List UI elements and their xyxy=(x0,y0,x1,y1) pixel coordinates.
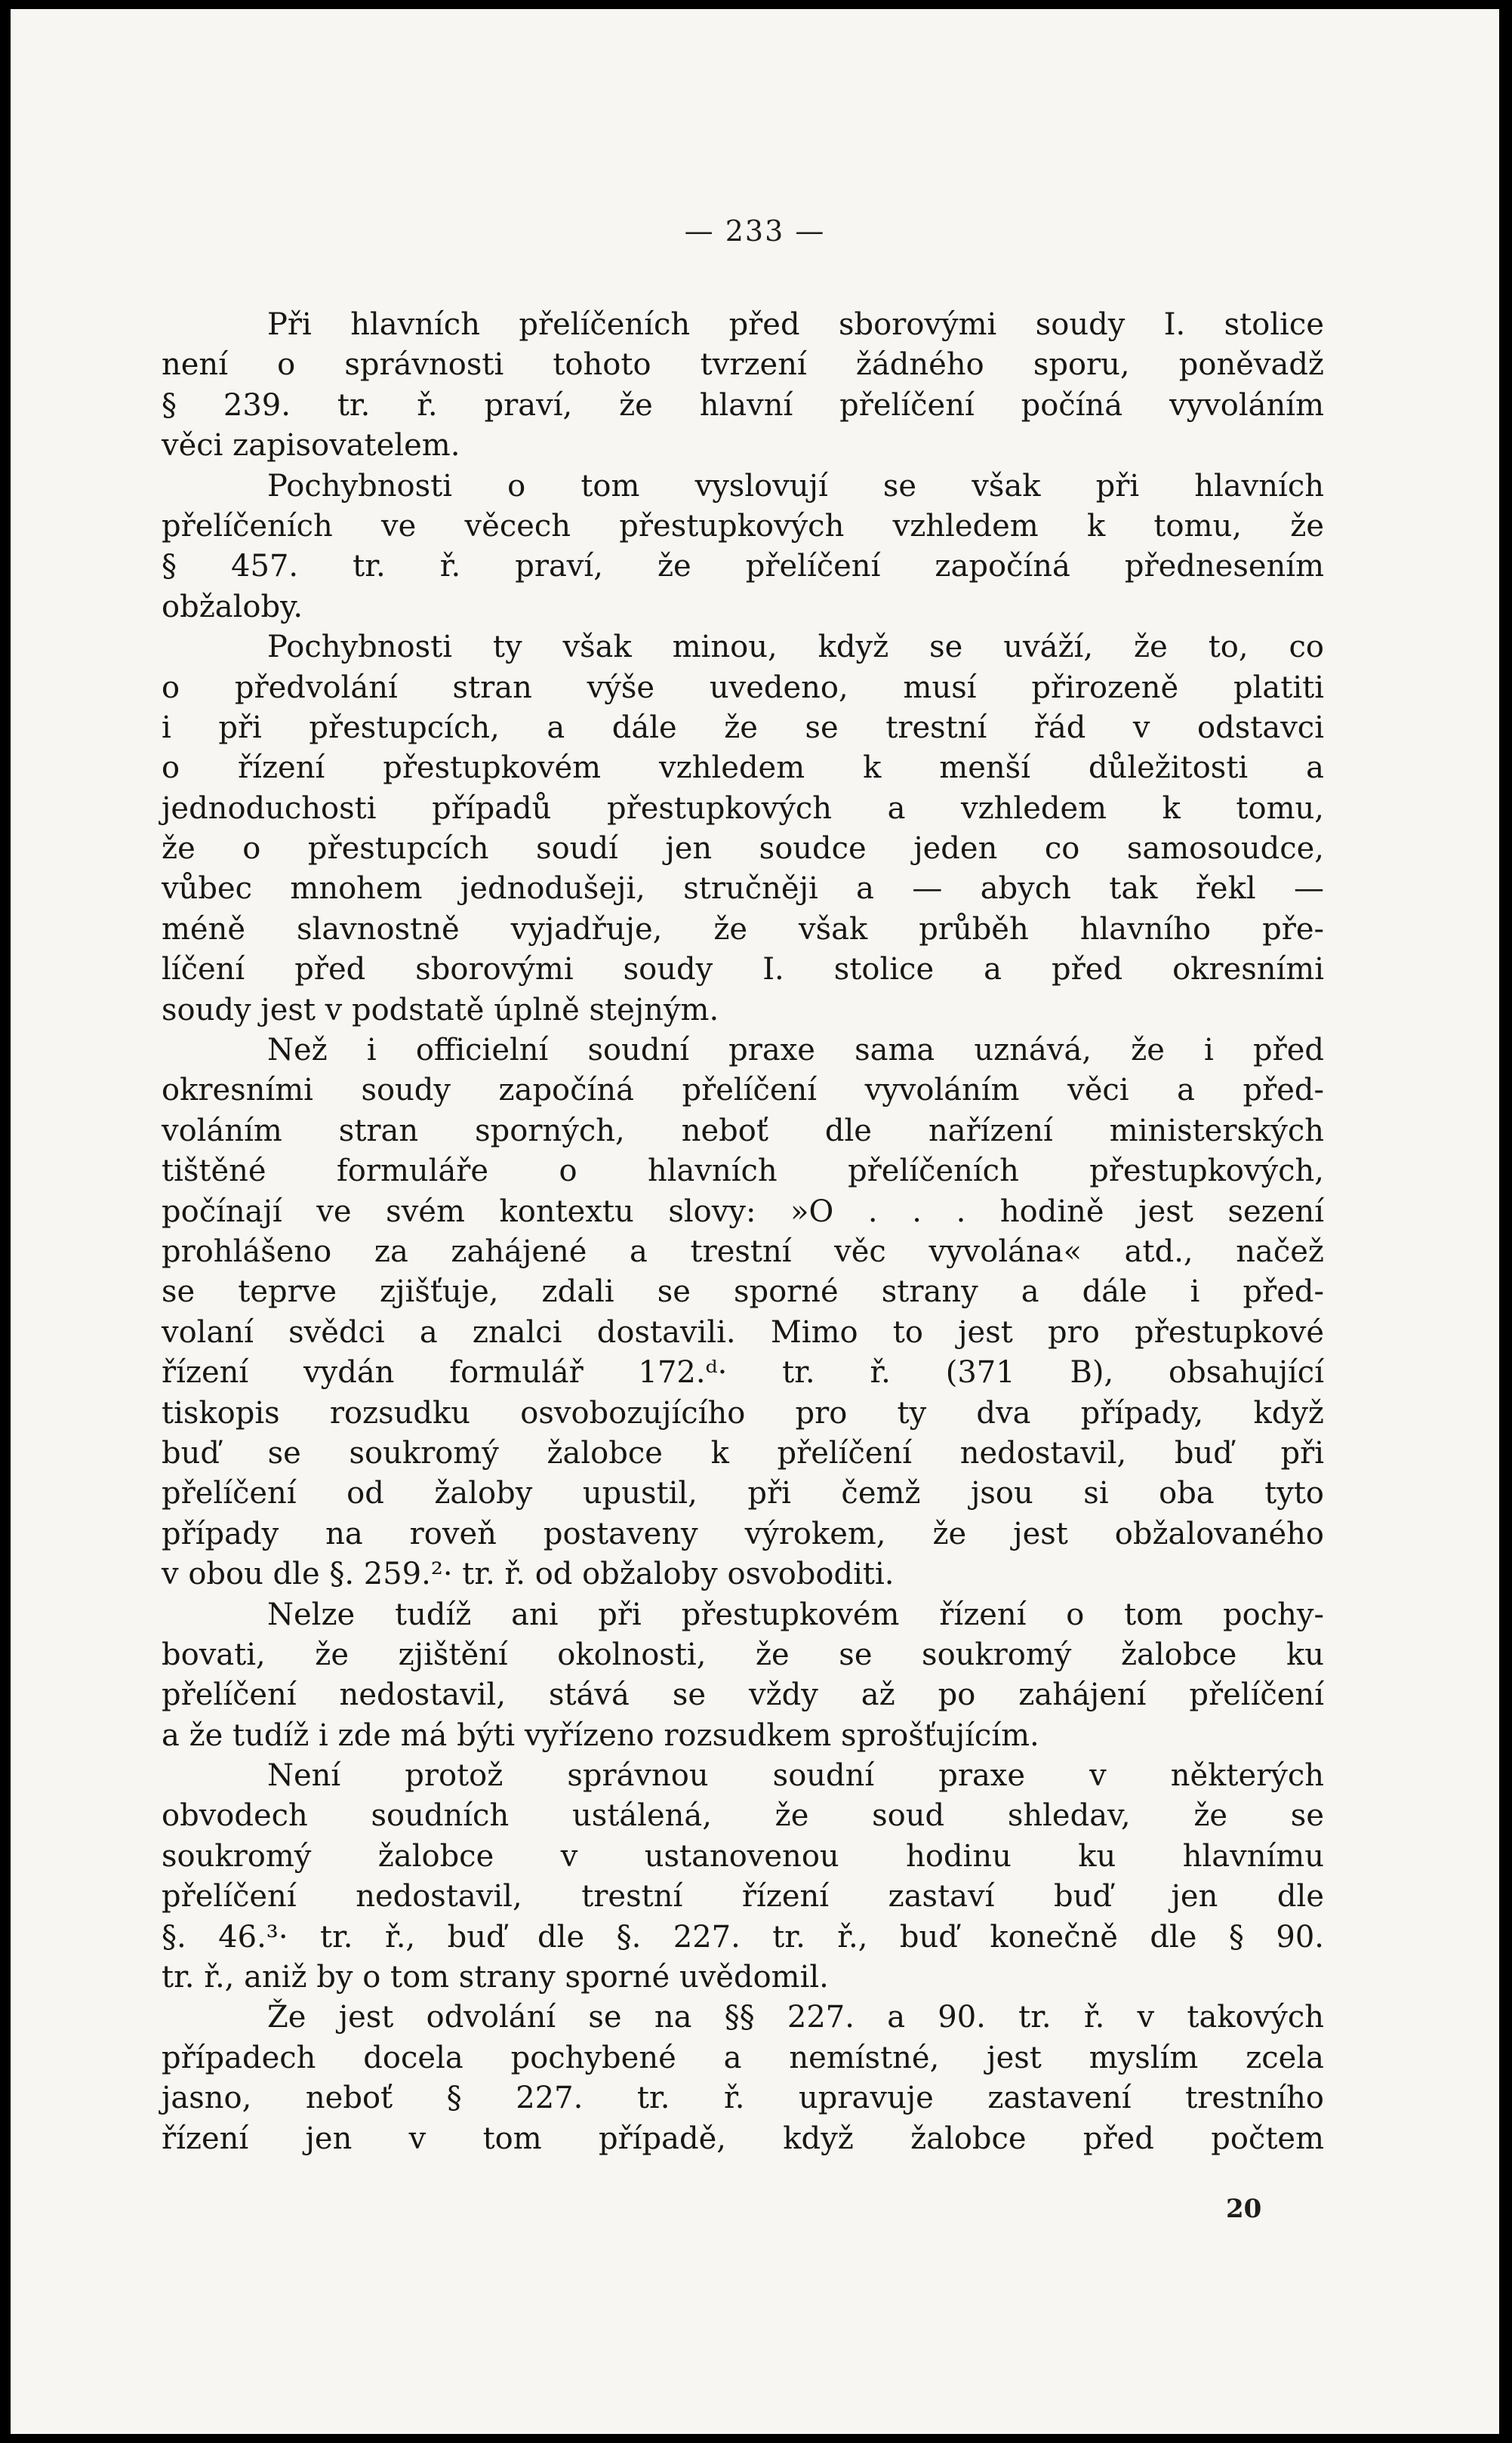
text-line: o řízení přestupkovém vzhledem k menší důležitosti a xyxy=(162,750,1324,786)
text-line: přelíčení od žaloby upustil, při čemž jsou si oba tyto xyxy=(162,1476,1324,1511)
text-line: tištěné formuláře o hlavních přelíčeních přestupkových, xyxy=(162,1154,1324,1189)
text-line: § 457. tr. ř. praví, že přelíčení započíná přednesením xyxy=(162,549,1324,584)
text-line: jasno, neboť § 227. tr. ř. upravuje zastavení trestního xyxy=(162,2081,1324,2116)
text-line: méně slavnostně vyjadřuje, že však průběh hlavního pře- xyxy=(162,911,1324,947)
text-line: že o přestupcích soudí jen soudce jeden co samosoudce, xyxy=(162,831,1324,867)
text-line: počínají ve svém kontextu slovy: »O . . . hodině jest sezení xyxy=(162,1194,1324,1229)
text-line: případy na roveň postaveny výrokem, že jest obžalovaného xyxy=(162,1516,1324,1551)
text-line: prohlášeno za zahájené a trestní věc vyvolána« atd., načež xyxy=(162,1234,1324,1269)
signature-mark: 20 xyxy=(1226,2194,1262,2224)
text-line: vůbec mnohem jednodušeji, stručněji a — abych tak řekl — xyxy=(162,871,1324,907)
text-line: řízení vydán formulář 172.ᵈ· tr. ř. (371 B), obsahující xyxy=(162,1355,1324,1391)
text-line: tiskopis rozsudku osvobozujícího pro ty dva případy, když xyxy=(162,1395,1324,1431)
text-line: Že jest odvolání se na §§ 227. a 90. tr. ř. v takových xyxy=(267,2000,1324,2035)
text-line: přelíčení nedostavil, stává se vždy až po zahájení přelíčení xyxy=(162,1677,1324,1713)
text-line: přelíčeních ve věcech přestupkových vzhledem k tomu, že xyxy=(162,508,1324,544)
text-line: líčení před sborovými soudy I. stolice a před okresními xyxy=(162,952,1324,987)
text-line: §. 46.³· tr. ř., buď dle §. 227. tr. ř., buď konečně dle § 90. xyxy=(162,1919,1324,1955)
text-line: buď se soukromý žalobce k přelíčení nedostavil, buď při xyxy=(162,1435,1324,1471)
text-line: voláním stran sporných, neboť dle nařízení ministerských xyxy=(162,1113,1324,1148)
page-number-header: — 233 — xyxy=(684,214,826,248)
text-line: Při hlavních přelíčeních před sborovými soudy I. stolice xyxy=(267,307,1324,342)
text-line: Pochybnosti ty však minou, když se uváží, že to, co xyxy=(267,630,1324,665)
text-line: věci zapisovatelem. xyxy=(162,428,460,464)
text-line: tr. ř., aniž by o tom strany sporné uvědomil. xyxy=(162,1960,829,1995)
text-line: není o správnosti tohoto tvrzení žádného sporu, poněvadž xyxy=(162,347,1324,383)
text-line: § 239. tr. ř. praví, že hlavní přelíčení počíná vyvoláním xyxy=(162,387,1324,423)
text-line: v obou dle §. 259.²· tr. ř. od obžaloby osvoboditi. xyxy=(162,1557,895,1592)
text-line: a že tudíž i zde má býti vyřízeno rozsudkem sprošťujícím. xyxy=(162,1717,1039,1753)
text-line: přelíčení nedostavil, trestní řízení zastaví buď jen dle xyxy=(162,1879,1324,1915)
text-line: obvodech soudních ustálená, že soud shledav, že se xyxy=(162,1798,1324,1834)
text-line: soukromý žalobce v ustanovenou hodinu ku hlavnímu xyxy=(162,1838,1324,1874)
text-line: soudy jest v podstatě úplně stejným. xyxy=(162,992,719,1027)
text-line: jednoduchosti případů přestupkových a vzhledem k tomu, xyxy=(162,790,1324,826)
text-line: bovati, že zjištění okolnosti, že se soukromý žalobce ku xyxy=(162,1637,1324,1672)
text-line: Pochybnosti o tom vyslovují se však při hlavních xyxy=(267,468,1324,504)
text-line: o předvolání stran výše uvedeno, musí přirozeně platiti xyxy=(162,670,1324,705)
text-line: se teprve zjišťuje, zdali se sporné strany a dále i před- xyxy=(162,1274,1324,1310)
body-text xyxy=(162,305,1324,2159)
text-line: Není protož správnou soudní praxe v některých xyxy=(267,1758,1324,1794)
book-page xyxy=(11,9,1499,2434)
text-line: obžaloby. xyxy=(162,589,303,624)
text-line: i při přestupcích, a dále že se trestní řád v odstavci xyxy=(162,710,1324,745)
text-line: Nelze tudíž ani při přestupkovém řízení o tom pochy- xyxy=(267,1597,1324,1632)
text-line: volaní svědci a znalci dostavili. Mimo to jest pro přestupkové xyxy=(162,1314,1324,1350)
text-line: řízení jen v tom případě, když žalobce před počtem xyxy=(162,2121,1324,2156)
text-line: Než i officielní soudní praxe sama uznává, že i před xyxy=(267,1033,1324,1068)
text-line: případech docela pochybené a nemístné, jest myslím zcela xyxy=(162,2040,1324,2075)
text-line: okresními soudy započíná přelíčení vyvoláním věci a před- xyxy=(162,1073,1324,1108)
